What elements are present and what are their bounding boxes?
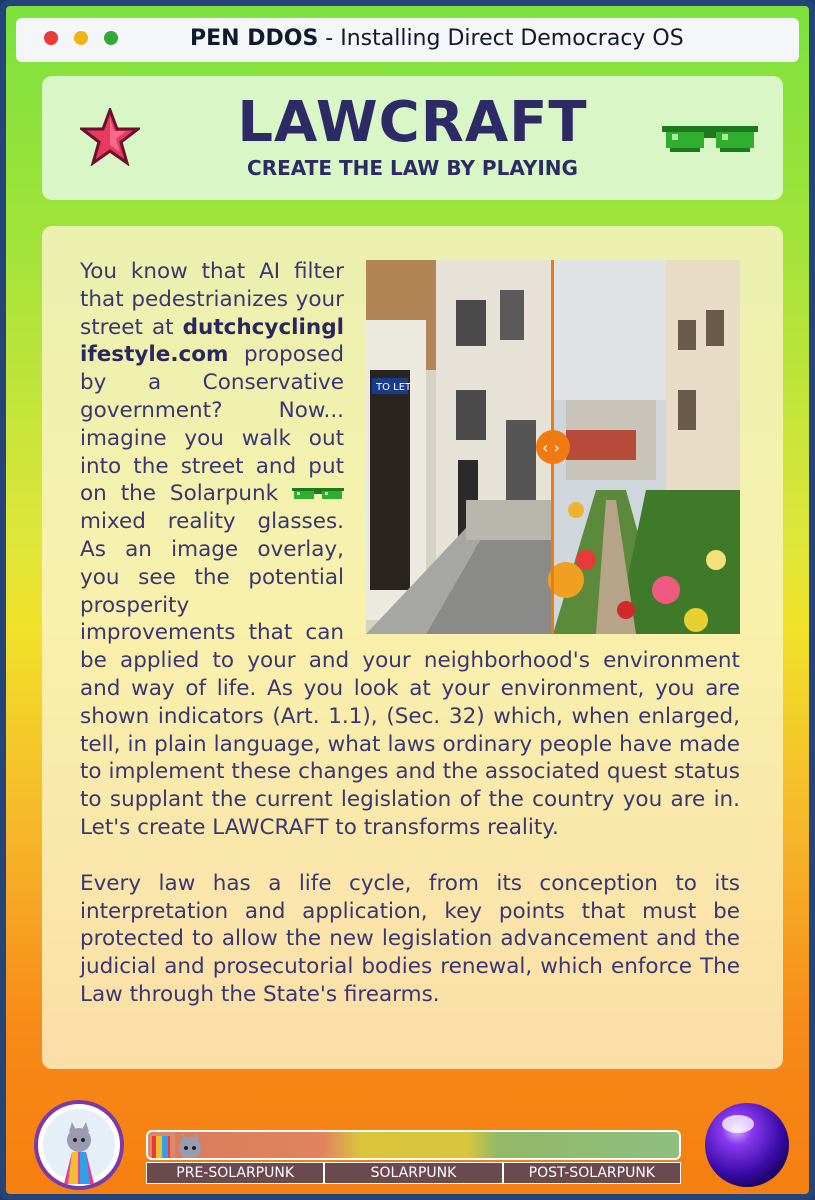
content-card: [42, 226, 783, 1069]
progress-stages: [146, 1162, 681, 1184]
page-title: LAWCRAFT: [237, 90, 588, 155]
p1-text-a: You know that AI filter that pedestrianizes your street at: [80, 259, 344, 340]
cat-badge-avatar[interactable]: [34, 1100, 124, 1190]
solarpunk-progress: [146, 1130, 681, 1186]
slider-handle-arrows-icon[interactable]: ‹ ›: [542, 438, 560, 457]
progress-avatar-icon: [150, 1132, 208, 1160]
minimize-window-button[interactable]: [74, 31, 88, 45]
image-sign-text: TO LET: [376, 382, 412, 393]
inline-glasses-icon: [292, 486, 344, 502]
window-title-rest: - Installing Direct Democracy OS: [318, 26, 684, 51]
page-subtitle: CREATE THE LAW BY PLAYING: [247, 156, 578, 180]
header-card: [42, 76, 783, 200]
before-after-image[interactable]: [366, 260, 740, 634]
window-title-bold: PEN DDOS: [190, 26, 319, 51]
stage-solarpunk: SOLARPUNK: [324, 1162, 502, 1184]
article-body: [80, 258, 740, 1009]
paragraph-2: Every law has a life cycle, from its conception to its interpretation and application, key points that must be protected to allow the new legislation advancement and the judicial and prosecutorial bodies renewal, which enforce The Law through the State's firearms.: [80, 870, 740, 1007]
purple-orb-button[interactable]: [702, 1100, 792, 1190]
p1-text-b: proposed by a Conservative government? Now... imagine you walk out into the street and put on the Solarpunk: [80, 342, 344, 507]
pixel-glasses-icon: [662, 122, 758, 154]
street-comparison-image: [366, 260, 740, 634]
dutchcyclinglifestyle-link[interactable]: dutchcyclinglifestyle.com: [80, 314, 344, 368]
close-window-button[interactable]: [44, 31, 58, 45]
stage-pre-solarpunk: PRE-SOLARPUNK: [146, 1162, 324, 1184]
progress-bar: [146, 1130, 681, 1160]
stage-post-solarpunk: POST-SOLARPUNK: [503, 1162, 681, 1184]
title-bar: [16, 18, 799, 62]
p1-text-c: mixed reality glasses. As an image overlay, you see the potential prosperity improvements that can be applied to your and your neighborhood's environment and way of life. As you look at your environment, you are shown indicators (Art. 1.1), (Sec. 32) which, when enlarged, tell, in plain language, what laws ordinary people have made to implement these changes and the associated quest status to supplant the current legislation of the country you are in. Let's create LAWCRAFT to transforms reality.: [80, 509, 740, 840]
window-title: [190, 26, 684, 51]
maximize-window-button[interactable]: [104, 31, 118, 45]
